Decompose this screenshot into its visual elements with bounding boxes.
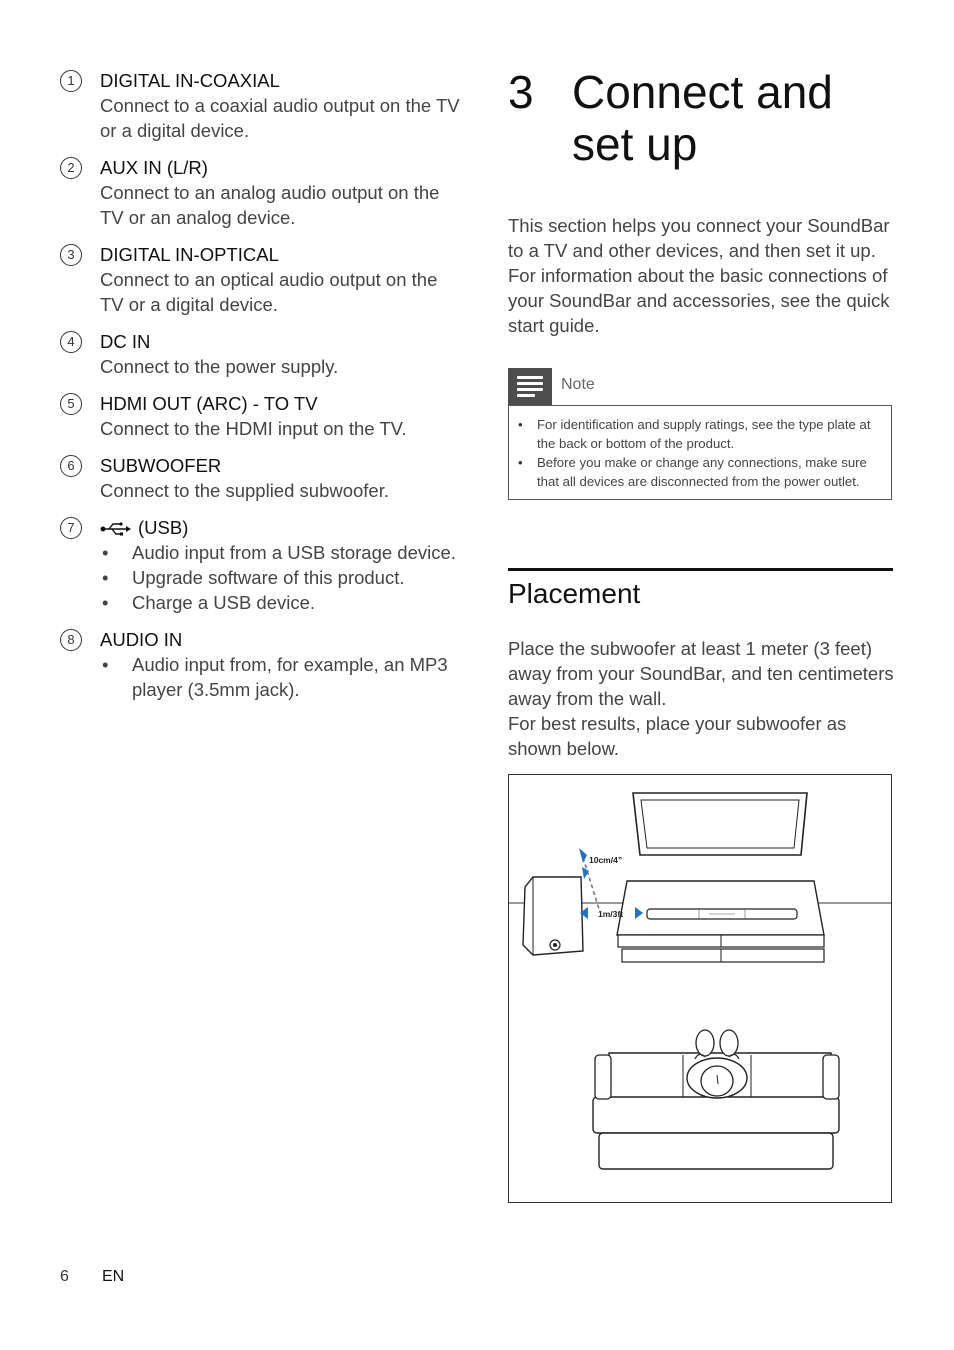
connector-description: Connect to an optical audio output on the TV or a digital device. (100, 269, 438, 315)
language-code: EN (102, 1268, 125, 1285)
chapter-number: 3 (508, 66, 534, 118)
chapter-title: Connect and set up (572, 66, 833, 170)
item-number-badge: 6 (60, 455, 82, 477)
placement-paragraph: For best results, place your subwoofer as shown below. (508, 713, 847, 759)
connector-title: AUX IN (L/R) (100, 157, 208, 178)
connector-description: Connect to an analog audio output on the TV or an analog device. (100, 182, 440, 228)
connector-item (60, 68, 460, 143)
tv-illustration (633, 793, 807, 855)
connector-list (60, 68, 460, 714)
note-header (508, 368, 894, 406)
soundbar-illustration (647, 909, 797, 919)
item-number-badge: 5 (60, 393, 82, 415)
bullet-list (100, 540, 460, 615)
placement-diagram (508, 774, 892, 1203)
wall-distance-arrow (579, 848, 587, 863)
bullet-item: • Charge a USB device. (100, 590, 460, 615)
connector-description: Connect to a coaxial audio output on the TV or a digital device. (100, 95, 460, 141)
placement-paragraph: Place the subwoofer at least 1 meter (3 feet) away from your SoundBar, and ten centimeters away from the wall. (508, 638, 894, 709)
note-item: • For identification and supply ratings, see the type plate at the back or bottom of the product. (517, 415, 885, 453)
tv-cabinet-illustration (617, 881, 824, 962)
connector-item (60, 391, 460, 441)
connector-title: SUBWOOFER (100, 455, 222, 476)
section-divider (508, 568, 893, 571)
item-number-badge: 2 (60, 157, 82, 179)
note-box (508, 405, 892, 500)
connector-title: DIGITAL IN-COAXIAL (100, 70, 280, 91)
item-number-badge: 8 (60, 629, 82, 651)
connector-item (60, 329, 460, 379)
connector-title: DC IN (100, 331, 151, 352)
item-number-badge: 3 (60, 244, 82, 266)
connector-description: Connect to the HDMI input on the TV. (100, 418, 407, 439)
subwoofer-illustration (523, 877, 583, 955)
item-number-badge: 7 (60, 517, 82, 539)
item-number-badge: 1 (60, 70, 82, 92)
bullet-list (100, 652, 460, 702)
bullet-item: • Upgrade software of this product. (100, 565, 460, 590)
placement-diagram-svg (509, 775, 892, 1203)
note-lines-icon (508, 368, 552, 406)
connector-item (60, 155, 460, 230)
connector-title: (USB) (138, 517, 189, 538)
placement-text (508, 636, 894, 761)
connector-item (60, 242, 460, 317)
connector-title: DIGITAL IN-OPTICAL (100, 244, 279, 265)
connector-item (60, 627, 460, 702)
section-title: Placement (508, 578, 641, 609)
connector-item (60, 515, 460, 615)
person-illustration (687, 1030, 747, 1098)
intro-paragraph: This section helps you connect your SoundBar to a TV and other devices, and then set it up. For information about the basic connections of your SoundBar and accessories, see the quick start guide. (508, 215, 890, 336)
wall-distance-label: 10cm/4” (589, 855, 623, 865)
connector-title-row (100, 515, 460, 540)
note-item: • Before you make or change any connections, make sure that all devices are disconnected from the power outlet. (517, 453, 885, 491)
note-label: Note (561, 376, 595, 393)
usb-icon (100, 522, 132, 536)
connector-title: HDMI OUT (ARC) - TO TV (100, 393, 318, 414)
connector-title: AUDIO IN (100, 629, 183, 650)
page-number: 6 (60, 1268, 69, 1285)
bullet-item: • Audio input from, for example, an MP3 player (3.5mm jack). (100, 652, 460, 702)
connector-description: Connect to the supplied subwoofer. (100, 480, 389, 501)
connector-item (60, 453, 460, 503)
distance-label: 1m/3ft (598, 909, 624, 919)
connector-description: Connect to the power supply. (100, 356, 339, 377)
bullet-item: • Audio input from a USB storage device. (100, 540, 460, 565)
item-number-badge: 4 (60, 331, 82, 353)
